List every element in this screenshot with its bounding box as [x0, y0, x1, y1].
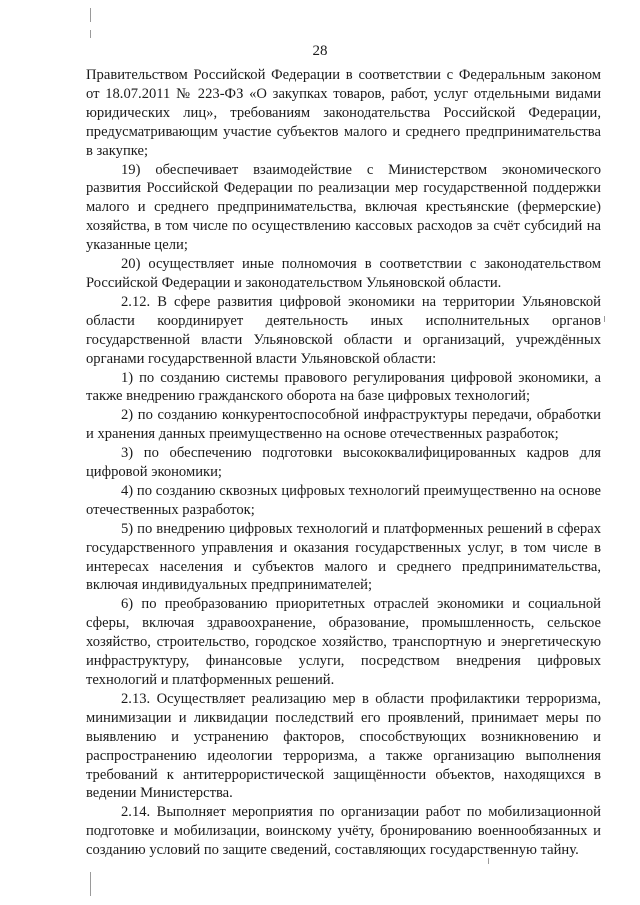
document-body — [86, 66, 601, 860]
paragraph: 2.13. Осуществляет реализацию мер в области профилактики терроризма, минимизации и ликвидации последствий его проявлений, принимает меры по выявлению и устранению факторов, способствующих возникновению и распространению идеологии терроризма, а также организацию выполнения требований к антитеррористической защищённости объектов, находящихся в ведении Министерства. — [86, 690, 601, 802]
scan-artifact — [90, 8, 91, 22]
scan-artifact — [90, 30, 91, 38]
paragraph: 5) по внедрению цифровых технологий и платформенных решений в сферах государственного управления и оказания государственных услуг, в том числе в интересах населения и субъектов малого и среднего предпринимательства, включая индивидуальных предпринимателей; — [86, 520, 601, 594]
paragraph: 19) обеспечивает взаимодействие с Министерством экономического развития Российской Федерации по реализации мер государственной поддержки малого и среднего предпринимательства, включая крестьянские (фермерские) хозяйства, в том числе по осуществлению кассовых расходов за счёт субсидий на указанные цели; — [86, 161, 601, 254]
paragraph: 2.14. Выполняет мероприятия по организации работ по мобилизационной подготовке и мобилизации, воинскому учёту, бронированию военнообязанных и созданию условий по защите сведений, составляющих государственную тайну. — [86, 804, 601, 859]
scan-artifact — [604, 316, 605, 322]
paragraph: 20) осуществляет иные полномочия в соответствии с законодательством Российской Федерации и законодательством Ульяновской области. — [86, 256, 601, 291]
scan-artifact — [90, 872, 91, 896]
paragraph: 6) по преобразованию приоритетных отраслей экономики и социальной сферы, включая здравоохранение, образование, промышленность, сельское хозяйство, строительство, городское хозяйство, транспортную и энергетическую инфраструктуру, финансовые услуги, посредством внедрения цифровых технологий и платформенных решений. — [86, 596, 601, 688]
paragraph: 1) по созданию системы правового регулирования цифровой экономики, а также внедрению гражданского оборота на базе цифровых технологий; — [86, 369, 601, 405]
paragraph: 2.12. В сфере развития цифровой экономики на территории Ульяновской области координирует деятельность иных исполнительных органов государственной власти Ульяновской области и организаций, учреждённых органами государственной власти Ульяновской области: — [86, 293, 601, 367]
paragraph: 2) по созданию конкурентоспособной инфраструктуры передачи, обработки и хранения данных преимущественно на основе отечественных разработок; — [86, 407, 601, 443]
paragraph: Правительством Российской Федерации в соответствии с Федеральным законом от 18.07.2011 № 223-ФЗ «О закупках товаров, работ, услуг отдельными видами юридических лиц», требованиям законодательства Российской Федерации, предусматривающим участие субъектов малого и среднего предпринимательства в закупке; — [86, 67, 601, 159]
page-number: 28 — [312, 43, 328, 59]
paragraph: 3) по обеспечению подготовки высококвалифицированных кадров для цифровой экономики; — [86, 445, 601, 481]
paragraph: 4) по созданию сквозных цифровых технологий преимущественно на основе отечественных разработок; — [86, 482, 601, 518]
scan-artifact — [488, 858, 489, 864]
